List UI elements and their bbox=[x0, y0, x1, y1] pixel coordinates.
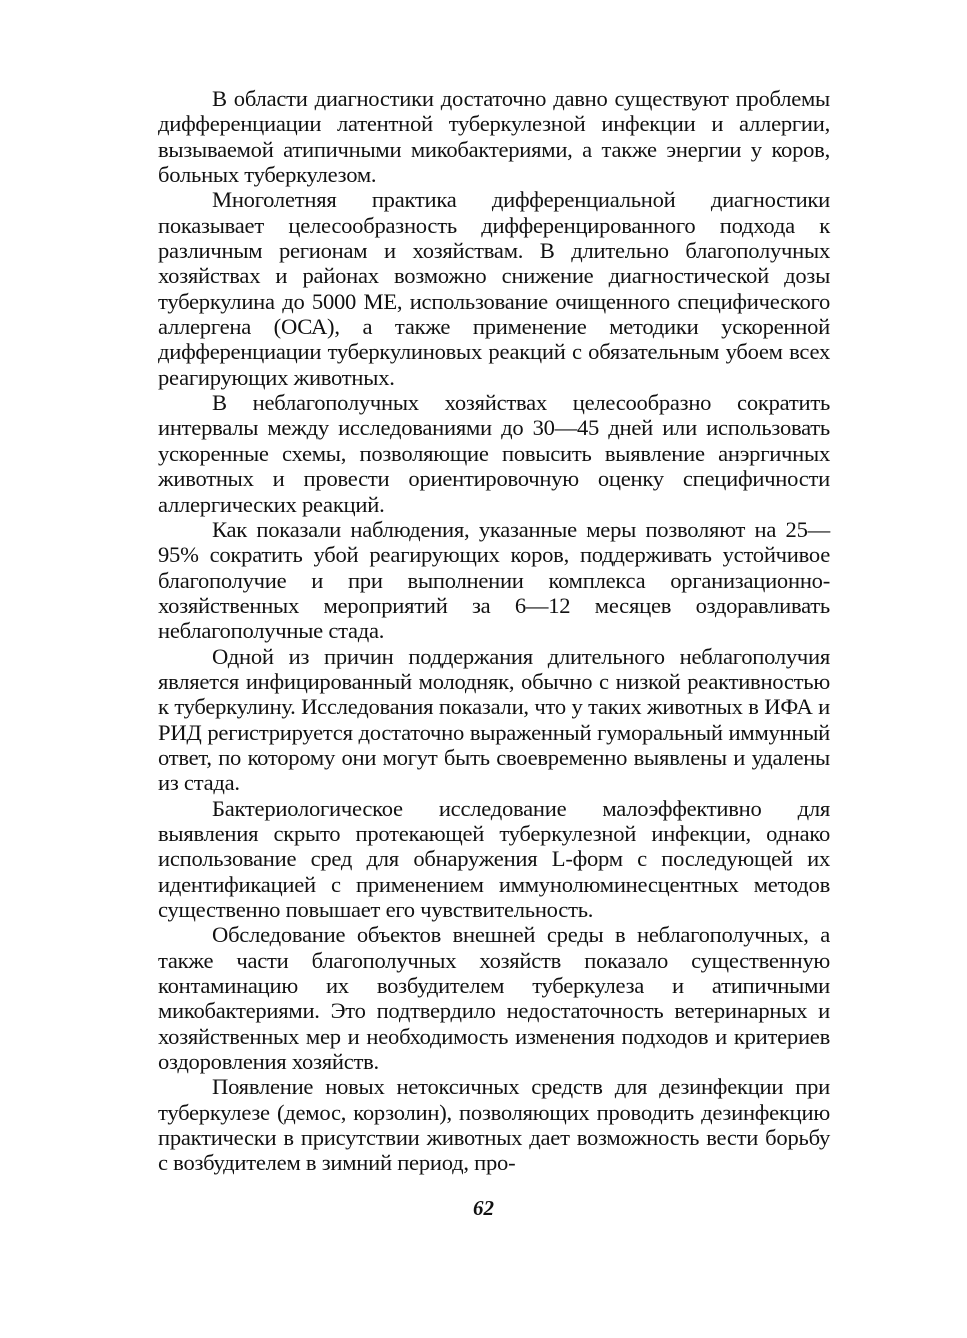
paragraph-observations: Как показали наблюдения, указанные меры позволяют на 25—95% сократить убой реагирующих коров, поддерживать устойчивое благополучие и при выполнении комплекса организационно-хозяйственных мероприятий за 6—12 месяцев оздоравливать неблагополучные стада. bbox=[158, 516, 830, 644]
paragraph-disinfection: Появление новых нетоксичных средств для дезинфекции при туберкулезе (демос, корзолин), позволяющих проводить дезинфекцию практически в присутствии животных дает возможность вести борьбу с возбудителем в зимний период, про- bbox=[158, 1074, 830, 1176]
paragraph-infected-youngstock: Одной из причин поддержания длительного неблагополучия является инфицированный молодняк, обычно с низкой реактивностью к туберкулину. Исследования показали, что у таких животных в ИФА и РИД регистрируется достаточно выраженный гуморальный иммунный ответ, по которому они могут быть своевременно выявлены и удалены из стада. bbox=[158, 643, 830, 796]
paragraph-environment-survey: Обследование объектов внешней среды в неблагополучных, а также части благополучных хозяйств показало существенную контаминацию их возбудителем туберкулеза и атипичными микобактериями. Это подтвердило недостаточность ветеринарных и хозяйственных мер и необходимость изменения подходов и критериев оздоровления хозяйств. bbox=[158, 922, 830, 1075]
page-number: 62 bbox=[473, 1196, 494, 1220]
body-text bbox=[158, 86, 830, 1176]
paragraph-diagnostics-problems: В области диагностики достаточно давно существуют проблемы дифференциации латентной туберкулезной инфекции и аллергии, вызываемой атипичными микобактериями, а также энергии у коров, больных туберкулезом. bbox=[158, 86, 830, 188]
paragraph-differential-diagnostics: Многолетняя практика дифференциальной диагностики показывает целесообразность дифференцированного подхода к различным регионам и хозяйствам. В длительно благополучных хозяйствах и районах возможно снижение диагностической дозы туберкулина до 5000 МЕ, использование очищенного специфического аллергена (ОСА), а также применение методики ускоренной дифференциации туберкулиновых реакций с обязательным убоем всех реагирующих животных. bbox=[158, 187, 830, 390]
paragraph-unfavorable-farms: В неблагополучных хозяйствах целесообразно сократить интервалы между исследованиями до 30—45 дней или использовать ускоренные схемы, позволяющие повысить выявление анэргичных животных и провести ориентировочную оценку специфичности аллергических реакций. bbox=[158, 390, 830, 517]
paragraph-bacteriological-study: Бактериологическое исследование малоэффективно для выявления скрыто протекающей туберкулезной инфекции, однако использование сред для обнаружения L-форм с последующей их идентификацией с применением иммунолюминесцентных методов существенно повышает его чувствительность. bbox=[158, 795, 830, 922]
